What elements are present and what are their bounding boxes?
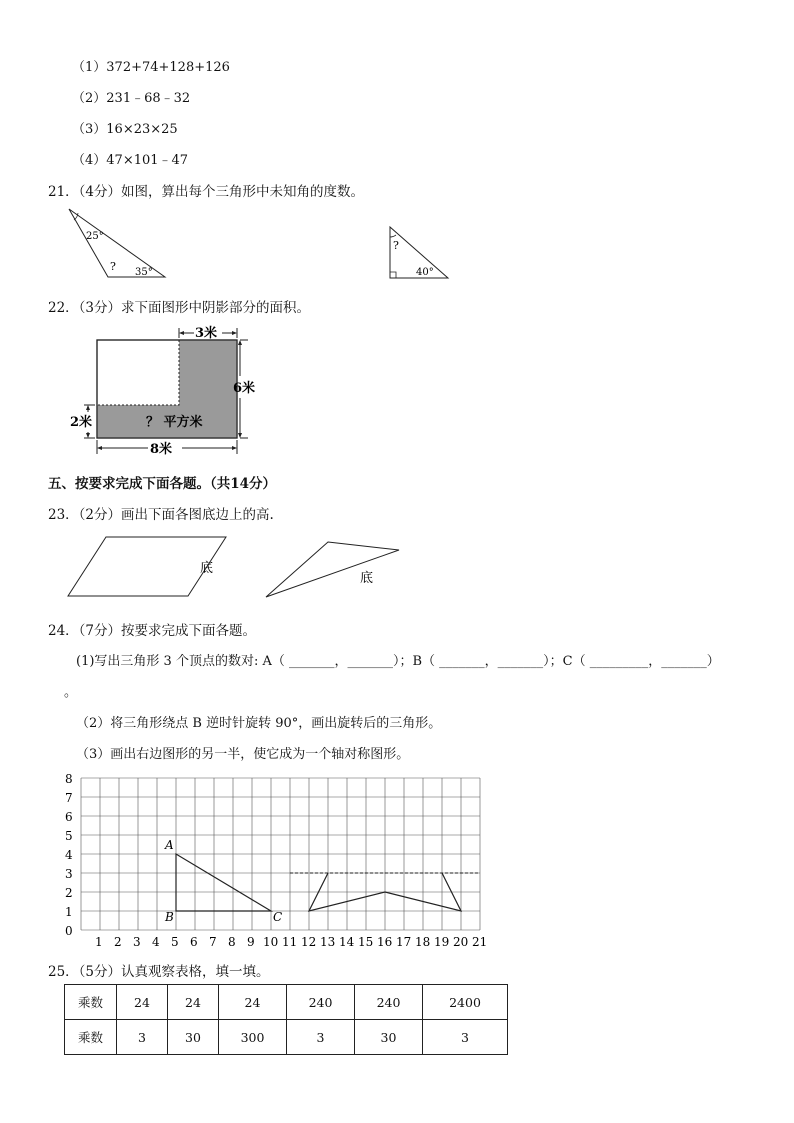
- area-label: ？ 平方米: [146, 415, 203, 430]
- dimension-right-6m: 6米: [233, 381, 256, 396]
- table-cell: 2400: [423, 985, 508, 1020]
- table-cell: 300: [219, 1020, 287, 1055]
- table-row: [65, 1020, 508, 1055]
- y-axis-tick-label: 0: [65, 924, 73, 938]
- dimension-top-3m: 3米: [195, 326, 218, 341]
- question-24-text: 24．（7分）按要求完成下面各题。: [48, 623, 257, 639]
- shaded-area-figure: [64, 322, 262, 458]
- x-axis-tick-label: 12: [301, 935, 317, 949]
- row-2-label: 乘数: [65, 1020, 117, 1055]
- y-axis-tick-label: 8: [65, 772, 73, 786]
- q23-figures: [64, 534, 414, 602]
- x-axis-tick-label: 20: [453, 935, 469, 949]
- question-23-text: 23．（2分）画出下面各图底边上的高.: [48, 507, 274, 523]
- x-axis-tick-label: 15: [358, 935, 374, 949]
- y-axis-tick-label: 1: [65, 905, 73, 919]
- x-axis-tick-label: 8: [228, 935, 236, 949]
- x-axis-tick-label: 17: [396, 935, 412, 949]
- x-axis-tick-label: 3: [133, 935, 141, 949]
- question-25-text: 25．（5分）认真观察表格，填一填。: [48, 964, 270, 980]
- question-24-part-2: （2）将三角形绕点 B 逆时针旋转 90°，画出旋转后的三角形。: [76, 716, 442, 731]
- dimension-left-2m: 2米: [70, 415, 93, 430]
- question-24-part-3: （3）画出右边图形的另一半，使它成为一个轴对称图形。: [76, 747, 410, 762]
- y-axis-tick-label: 4: [65, 848, 73, 862]
- x-axis-tick-label: 19: [434, 935, 450, 949]
- triangle-2-unknown: ?: [393, 239, 399, 252]
- point-b-label: B: [165, 910, 174, 924]
- coordinate-grid: [55, 768, 495, 952]
- table-cell: 24: [117, 985, 168, 1020]
- grid-lines: [81, 778, 480, 930]
- x-axis-tick-label: 14: [339, 935, 355, 949]
- triangle-2-angle-right: 40°: [416, 267, 434, 278]
- multiplier-table: [64, 984, 508, 1055]
- table-cell: 30: [168, 1020, 219, 1055]
- table-cell: 3: [423, 1020, 508, 1055]
- table-cell: 30: [355, 1020, 423, 1055]
- triangle-base-label: 底: [360, 571, 374, 586]
- triangle-2-figure: [384, 223, 454, 283]
- point-a-label: A: [165, 838, 174, 852]
- calc-item-4: （4）47×101﹣47: [72, 153, 189, 168]
- y-axis-tick-label: 6: [65, 810, 73, 824]
- table-cell: 24: [219, 985, 287, 1020]
- row-1-label: 乘数: [65, 985, 117, 1020]
- x-axis-tick-label: 13: [320, 935, 336, 949]
- question-24-part-1-end: 。: [64, 685, 78, 700]
- triangle-1-figure: [60, 205, 175, 281]
- calc-item-1: （1）372+74+128+126: [72, 60, 230, 75]
- triangle-1-angle-right: 35°: [135, 267, 153, 278]
- triangle-1-unknown: ?: [110, 260, 116, 273]
- table-cell: 3: [287, 1020, 355, 1055]
- y-axis-tick-label: 3: [65, 867, 73, 881]
- y-axis-tick-label: 2: [65, 886, 73, 900]
- x-axis-tick-label: 9: [247, 935, 255, 949]
- x-axis-tick-label: 16: [377, 935, 393, 949]
- triangle-1-angle-top: 25°: [86, 231, 104, 242]
- table-row: [65, 985, 508, 1020]
- triangle-abc: [176, 854, 271, 911]
- y-axis-tick-label: 7: [65, 791, 73, 805]
- calc-item-3: （3）16×23×25: [72, 122, 178, 137]
- point-c-label: C: [273, 910, 283, 924]
- x-axis-tick-label: 4: [152, 935, 160, 949]
- dimension-bottom-8m: 8米: [150, 442, 173, 457]
- x-axis-tick-label: 5: [171, 935, 179, 949]
- x-axis-tick-label: 6: [190, 935, 198, 949]
- table-cell: 240: [355, 985, 423, 1020]
- question-22-text: 22．（3分）求下面图形中阴影部分的面积。: [48, 300, 311, 316]
- table-cell: 3: [117, 1020, 168, 1055]
- table-cell: 240: [287, 985, 355, 1020]
- x-axis-tick-label: 10: [263, 935, 279, 949]
- x-axis-tick-label: 21: [472, 935, 488, 949]
- x-axis-tick-label: 11: [282, 935, 298, 949]
- y-axis-tick-label: 5: [65, 829, 73, 843]
- x-axis-tick-label: 7: [209, 935, 217, 949]
- table-cell: 24: [168, 985, 219, 1020]
- x-axis-tick-label: 1: [95, 935, 103, 949]
- question-24-part-1: (1)写出三角形 3 个顶点的数对: A（ _______，_______）；B（ _______，_______）；C（ _________，_______）: [76, 654, 720, 669]
- parallelogram-base-label: 底: [200, 561, 214, 576]
- x-axis-tick-label: 2: [114, 935, 122, 949]
- section-5-heading: 五、按要求完成下面各题。（共14分）: [48, 476, 277, 492]
- question-21-text: 21．（4分）如图，算出每个三角形中未知角的度数。: [48, 184, 365, 200]
- calc-item-2: （2）231﹣68﹣32: [72, 91, 191, 106]
- x-axis-tick-label: 18: [415, 935, 431, 949]
